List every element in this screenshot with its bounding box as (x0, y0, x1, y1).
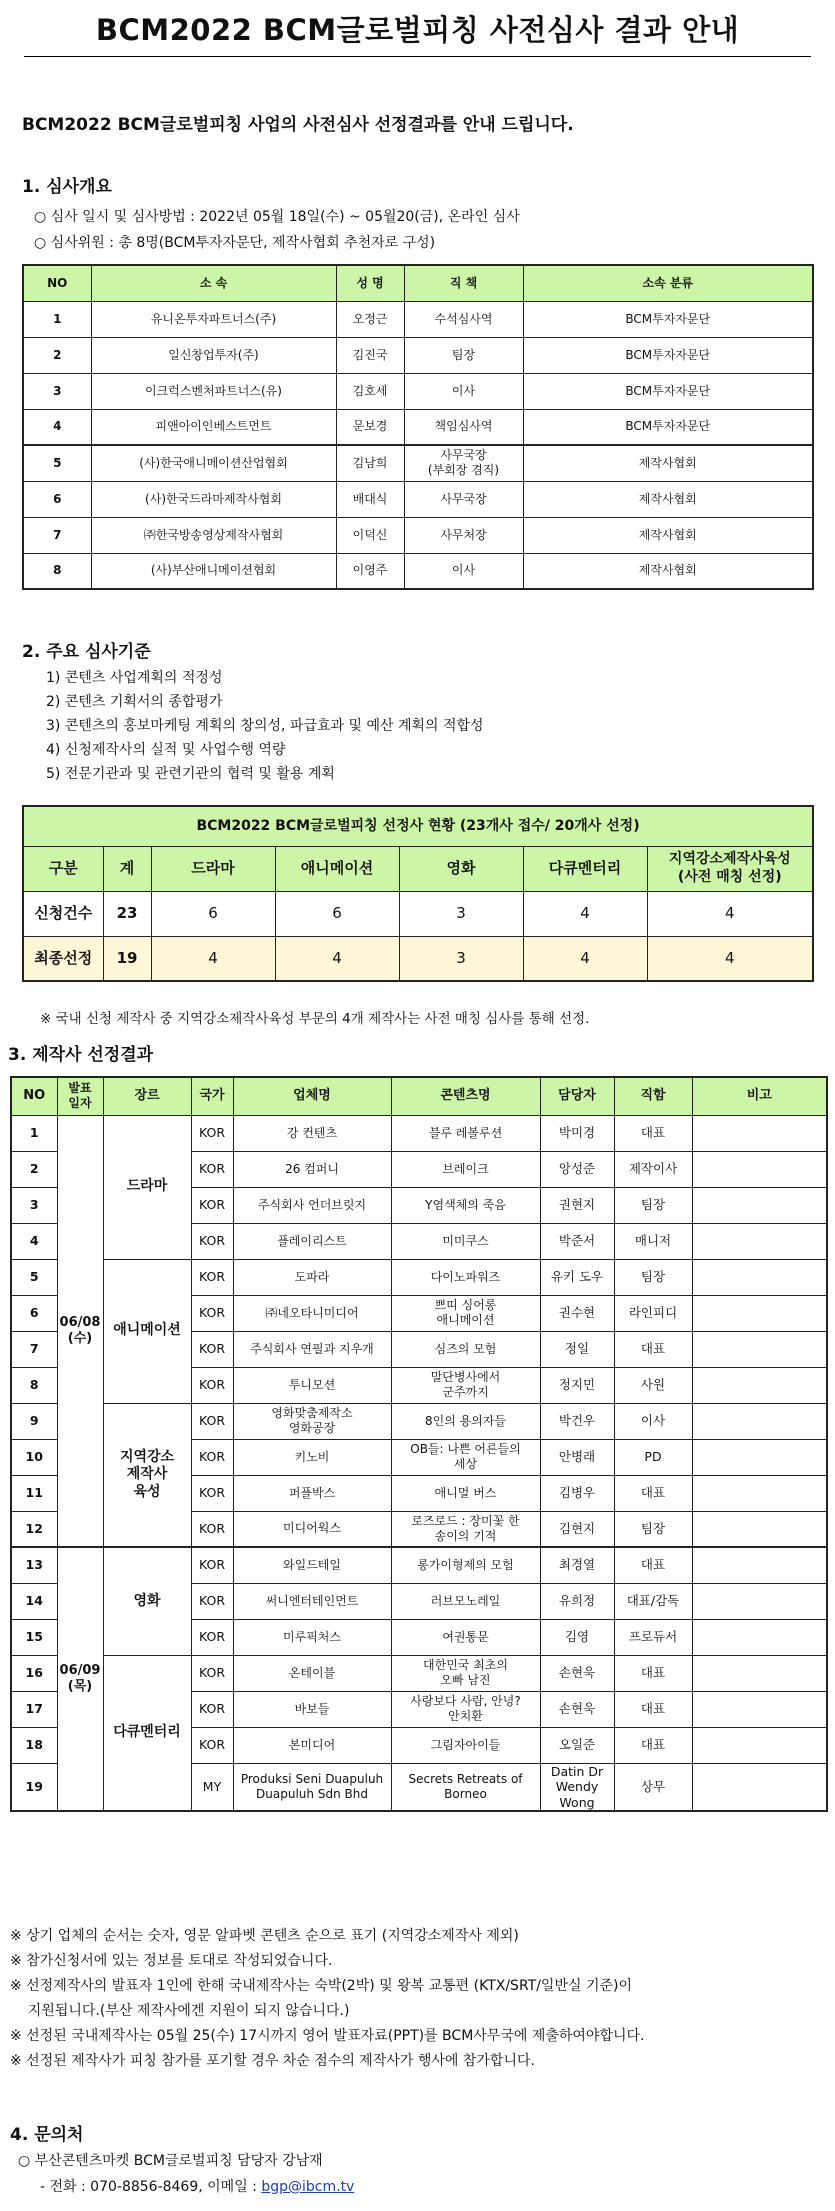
section3-heading: 3. 제작사 선정결과 (8, 1045, 154, 1065)
row-label: 최종선정 (23, 936, 103, 981)
result-contact: 앙성준 (540, 1151, 614, 1187)
result-country: KOR (191, 1655, 233, 1691)
result-title: 대표 (614, 1655, 692, 1691)
result-country: KOR (191, 1115, 233, 1151)
result-company: 와일드테일 (233, 1547, 391, 1583)
judge-no: 5 (23, 445, 91, 481)
result-country: KOR (191, 1367, 233, 1403)
judge-category: 제작사협회 (523, 445, 813, 481)
judge-row (23, 481, 813, 517)
result-company: 미루픽처스 (233, 1619, 391, 1655)
judge-row (23, 445, 813, 481)
judge-no: 1 (23, 301, 91, 337)
result-country: KOR (191, 1547, 233, 1583)
result-no: 19 (11, 1763, 57, 1811)
result-contact: 오일준 (540, 1727, 614, 1763)
total-cell: 23 (103, 891, 151, 936)
result-remark (692, 1727, 827, 1763)
judge-category: BCM투자자문단 (523, 337, 813, 373)
result-company: 바보들 (233, 1691, 391, 1727)
result-contact: 박준서 (540, 1223, 614, 1259)
header-cell: 비고 (692, 1077, 827, 1115)
judge-name: 이덕신 (336, 517, 404, 553)
judge-category: 제작사협회 (523, 553, 813, 589)
intro-text: BCM2022 BCM글로벌피칭 사업의 사전심사 선정결과를 안내 드립니다. (22, 115, 574, 135)
result-country: KOR (191, 1511, 233, 1547)
announce-date: 06/09 (목) (57, 1547, 103, 1811)
section1-heading: 1. 심사개요 (22, 177, 112, 197)
result-title: 대표 (614, 1547, 692, 1583)
total-cell: 19 (103, 936, 151, 981)
result-contact: 최경열 (540, 1547, 614, 1583)
judge-row (23, 517, 813, 553)
result-country: KOR (191, 1619, 233, 1655)
result-content: 미미쿠스 (391, 1223, 540, 1259)
result-title: 팀장 (614, 1259, 692, 1295)
result-content: 롱가이형제의 모험 (391, 1547, 540, 1583)
judge-no: 6 (23, 481, 91, 517)
judge-category: BCM투자자문단 (523, 373, 813, 409)
judge-affiliation: (사)한국애니메이션산업협회 (91, 445, 336, 481)
result-no: 12 (11, 1511, 57, 1547)
result-no: 14 (11, 1583, 57, 1619)
result-row (11, 1655, 827, 1691)
result-company: 영화맞춤제작소 영화공장 (233, 1403, 391, 1439)
judge-position: 사무국장 (부회장 겸직) (404, 445, 523, 481)
count-cell: 4 (151, 936, 275, 981)
judge-row (23, 409, 813, 445)
header-cell: 드라마 (151, 846, 275, 891)
result-company: ㈜네오타니미디어 (233, 1295, 391, 1331)
judge-position: 이사 (404, 373, 523, 409)
judge-no: 3 (23, 373, 91, 409)
result-company: 퍼플박스 (233, 1475, 391, 1511)
result-title: 대표 (614, 1691, 692, 1727)
result-company: 본미디어 (233, 1727, 391, 1763)
result-no: 9 (11, 1403, 57, 1439)
result-contact: Datin Dr Wendy Wong (540, 1763, 614, 1811)
result-title: 프로듀서 (614, 1619, 692, 1655)
result-company: 강 컨텐츠 (233, 1115, 391, 1151)
judge-category: BCM투자자문단 (523, 301, 813, 337)
judges-header-row (23, 265, 813, 301)
result-content: 로즈로드 : 장미꽃 한 송이의 기적 (391, 1511, 540, 1547)
result-country: KOR (191, 1403, 233, 1439)
row-label: 신청건수 (23, 891, 103, 936)
result-content: OB들: 나쁜 어른들의 세상 (391, 1439, 540, 1475)
result-row (11, 1115, 827, 1151)
count-cell: 4 (275, 936, 399, 981)
result-contact: 김영 (540, 1619, 614, 1655)
result-title: 팀장 (614, 1511, 692, 1547)
note-line: ※ 참가신청서에 있는 정보를 토대로 작성되었습니다. (10, 1953, 333, 1969)
result-country: KOR (191, 1331, 233, 1367)
criteria-item: 4) 신청제작사의 실적 및 사업수행 역량 (46, 742, 286, 758)
criteria-item: 1) 콘텐츠 사업계획의 적정성 (46, 670, 223, 686)
result-remark (692, 1691, 827, 1727)
result-title: 상무 (614, 1763, 692, 1811)
result-content: 다이노파워즈 (391, 1259, 540, 1295)
result-row (11, 1403, 827, 1439)
result-contact: 유희정 (540, 1583, 614, 1619)
result-remark (692, 1331, 827, 1367)
judge-name: 김남희 (336, 445, 404, 481)
result-title: 대표 (614, 1475, 692, 1511)
result-title: 대표/감독 (614, 1583, 692, 1619)
contact-details (40, 2176, 354, 2196)
result-content: 말단병사에서 군주까지 (391, 1367, 540, 1403)
header-cell: 성 명 (336, 265, 404, 301)
result-no: 11 (11, 1475, 57, 1511)
result-content: 사랑보다 사람, 안녕? 안치환 (391, 1691, 540, 1727)
result-country: KOR (191, 1727, 233, 1763)
result-content: 러브모노레일 (391, 1583, 540, 1619)
result-remark (692, 1403, 827, 1439)
result-no: 7 (11, 1331, 57, 1367)
judge-affiliation: (사)한국드라마제작사협회 (91, 481, 336, 517)
result-company: 써니엔터테인먼트 (233, 1583, 391, 1619)
result-contact: 권현지 (540, 1187, 614, 1223)
result-contact: 김현지 (540, 1511, 614, 1547)
judge-no: 7 (23, 517, 91, 553)
judge-category: 제작사협회 (523, 481, 813, 517)
count-cell: 6 (275, 891, 399, 936)
result-country: KOR (191, 1691, 233, 1727)
count-cell: 4 (647, 936, 813, 981)
result-contact: 김병우 (540, 1475, 614, 1511)
result-country: KOR (191, 1475, 233, 1511)
section4-heading: 4. 문의처 (10, 2125, 84, 2145)
result-contact: 손현욱 (540, 1691, 614, 1727)
genre-group: 지역강소 제작사 육성 (103, 1403, 191, 1547)
note-line: ※ 선정된 국내제작사는 05월 25(수) 17시까지 영어 발표자료(PPT)를 BCM사무국에 제출하여야합니다. (10, 2028, 645, 2044)
header-cell: 애니메이션 (275, 846, 399, 891)
count-cell: 3 (399, 891, 523, 936)
judge-name: 배대식 (336, 481, 404, 517)
result-no: 1 (11, 1115, 57, 1151)
result-content: 애니멀 버스 (391, 1475, 540, 1511)
note-line: ※ 선정제작사의 발표자 1인에 한해 국내제작사는 숙박(2박) 및 왕복 교통편 (KTX/SRT/일반실 기준)이 (10, 1978, 632, 1994)
result-no: 4 (11, 1223, 57, 1259)
contact-person: ○ 부산콘텐츠마켓 BCM글로벌피칭 담당자 강남재 (18, 2153, 323, 2169)
result-title: 대표 (614, 1115, 692, 1151)
header-cell: 장르 (103, 1077, 191, 1115)
result-no: 16 (11, 1655, 57, 1691)
header-cell: 발표 일자 (57, 1077, 103, 1115)
judge-affiliation: 피앤아이인베스트먼트 (91, 409, 336, 445)
count-cell: 4 (523, 936, 647, 981)
result-contact: 안병래 (540, 1439, 614, 1475)
header-cell: 소속 분류 (523, 265, 813, 301)
result-contact: 권수현 (540, 1295, 614, 1331)
header-cell: 담당자 (540, 1077, 614, 1115)
note-line: ※ 선정된 제작사가 피칭 참가를 포기할 경우 차순 점수의 제작사가 행사에 참가합니다. (10, 2053, 535, 2069)
result-no: 17 (11, 1691, 57, 1727)
result-title: 매니저 (614, 1223, 692, 1259)
header-cell: NO (11, 1077, 57, 1115)
header-cell: 소 속 (91, 265, 336, 301)
judge-no: 4 (23, 409, 91, 445)
result-content: 브레이크 (391, 1151, 540, 1187)
status-note: ※ 국내 신청 제작사 중 지역강소제작사육성 부문의 4개 제작사는 사전 매칭 심사를 통해 선정. (40, 1011, 590, 1027)
judge-row (23, 373, 813, 409)
result-remark (692, 1511, 827, 1547)
result-contact: 정지민 (540, 1367, 614, 1403)
genre-group: 드라마 (103, 1115, 191, 1259)
header-cell: NO (23, 265, 91, 301)
status-table-title: BCM2022 BCM글로벌피칭 선정사 현황 (23개사 접수/ 20개사 선정) (23, 806, 813, 846)
email-link[interactable]: bgp@ibcm.tv (261, 2179, 355, 2195)
result-remark (692, 1547, 827, 1583)
result-remark (692, 1187, 827, 1223)
result-company: 주식회사 연필과 지우개 (233, 1331, 391, 1367)
result-remark (692, 1583, 827, 1619)
result-company: 투니모션 (233, 1367, 391, 1403)
result-remark (692, 1763, 827, 1811)
result-content: 8인의 용의자들 (391, 1403, 540, 1439)
result-country: KOR (191, 1187, 233, 1223)
result-contact: 유키 도우 (540, 1259, 614, 1295)
result-no: 8 (11, 1367, 57, 1403)
result-company: 주식회사 언더브릿지 (233, 1187, 391, 1223)
judge-no: 8 (23, 553, 91, 589)
result-contact: 손현욱 (540, 1655, 614, 1691)
result-content: 쁘띠 싱어롱 애니메이션 (391, 1295, 540, 1331)
title-divider (24, 56, 811, 57)
result-no: 13 (11, 1547, 57, 1583)
header-cell: 직 책 (404, 265, 523, 301)
selection-results-table (10, 1076, 828, 1812)
result-title: 라인피디 (614, 1295, 692, 1331)
judge-affiliation: (사)부산애니메이션협회 (91, 553, 336, 589)
result-company: 26 컴퍼니 (233, 1151, 391, 1187)
result-remark (692, 1223, 827, 1259)
result-title: 팀장 (614, 1187, 692, 1223)
result-company: 키노비 (233, 1439, 391, 1475)
result-title: 제작이사 (614, 1151, 692, 1187)
result-remark (692, 1115, 827, 1151)
result-remark (692, 1259, 827, 1295)
announce-date: 06/08 (수) (57, 1115, 103, 1547)
result-title: PD (614, 1439, 692, 1475)
count-cell: 3 (399, 936, 523, 981)
criteria-item: 3) 콘텐츠의 홍보마케팅 계획의 창의성, 파급효과 및 예산 계획의 적합성 (46, 718, 484, 734)
judge-affiliation: ㈜한국방송영상제작사협회 (91, 517, 336, 553)
result-content: 대한민국 최초의 오빠 남진 (391, 1655, 540, 1691)
result-no: 18 (11, 1727, 57, 1763)
result-country: KOR (191, 1295, 233, 1331)
judge-row (23, 301, 813, 337)
judge-affiliation: 일신창업투자(주) (91, 337, 336, 373)
result-title: 대표 (614, 1331, 692, 1367)
result-country: KOR (191, 1151, 233, 1187)
result-content: 여권통문 (391, 1619, 540, 1655)
judge-position: 수석심사역 (404, 301, 523, 337)
judge-position: 책임심사역 (404, 409, 523, 445)
result-content: Secrets Retreats of Borneo (391, 1763, 540, 1811)
result-country: MY (191, 1763, 233, 1811)
result-title: 대표 (614, 1727, 692, 1763)
result-remark (692, 1439, 827, 1475)
header-cell: 콘텐츠명 (391, 1077, 540, 1115)
result-no: 10 (11, 1439, 57, 1475)
result-company: 플레이리스트 (233, 1223, 391, 1259)
criteria-item: 5) 전문기관과 및 관련기관의 협력 및 활용 계획 (46, 766, 335, 782)
judge-name: 김호세 (336, 373, 404, 409)
judge-position: 이사 (404, 553, 523, 589)
result-country: KOR (191, 1583, 233, 1619)
result-company: Produksi Seni Duapuluh Duapuluh Sdn Bhd (233, 1763, 391, 1811)
review-schedule: ○ 심사 일시 및 심사방법 : 2022년 05월 18일(수) ~ 05월20(금), 온라인 심사 (34, 209, 520, 225)
note-line: 지원됩니다.(부산 제작사에겐 지원이 되지 않습니다.) (10, 2003, 350, 2019)
judge-position: 사무국장 (404, 481, 523, 517)
results-notes (10, 1924, 830, 2074)
judge-row (23, 337, 813, 373)
result-title: 사원 (614, 1367, 692, 1403)
result-no: 6 (11, 1295, 57, 1331)
applications-row (23, 891, 813, 936)
judge-position: 사무처장 (404, 517, 523, 553)
result-no: 5 (11, 1259, 57, 1295)
judge-affiliation: 유니온투자파트너스(주) (91, 301, 336, 337)
judge-row (23, 553, 813, 589)
judge-name: 문보경 (336, 409, 404, 445)
result-remark (692, 1619, 827, 1655)
header-cell: 구분 (23, 846, 103, 891)
result-content: 심즈의 모험 (391, 1331, 540, 1367)
count-cell: 4 (647, 891, 813, 936)
genre-group: 영화 (103, 1547, 191, 1655)
result-remark (692, 1367, 827, 1403)
review-committee: ○ 심사위원 : 총 8명(BCM투자자문단, 제작사협회 추천자로 구성) (34, 235, 436, 251)
judge-name: 오정근 (336, 301, 404, 337)
genre-group: 애니메이션 (103, 1259, 191, 1403)
result-no: 2 (11, 1151, 57, 1187)
judge-category: BCM투자자문단 (523, 409, 813, 445)
result-contact: 박미경 (540, 1115, 614, 1151)
result-no: 3 (11, 1187, 57, 1223)
header-cell: 국가 (191, 1077, 233, 1115)
judge-position: 팀장 (404, 337, 523, 373)
result-content: 그림자아이들 (391, 1727, 540, 1763)
status-header-row (23, 846, 813, 891)
result-company: 도파라 (233, 1259, 391, 1295)
criteria-item: 2) 콘텐츠 기획서의 종합평가 (46, 694, 223, 710)
count-cell: 4 (523, 891, 647, 936)
result-remark (692, 1655, 827, 1691)
result-country: KOR (191, 1223, 233, 1259)
header-cell: 다큐멘터리 (523, 846, 647, 891)
results-header-row (11, 1077, 827, 1115)
header-cell: 직함 (614, 1077, 692, 1115)
header-cell: 업체명 (233, 1077, 391, 1115)
result-remark (692, 1151, 827, 1187)
header-cell: 계 (103, 846, 151, 891)
result-no: 15 (11, 1619, 57, 1655)
judge-name: 김진국 (336, 337, 404, 373)
result-company: 미디어웍스 (233, 1511, 391, 1547)
header-cell: 지역강소제작사육성 (사전 매칭 선정) (647, 846, 813, 891)
result-row (11, 1547, 827, 1583)
result-content: 블루 레볼루션 (391, 1115, 540, 1151)
count-cell: 6 (151, 891, 275, 936)
judge-affiliation: 이크럭스벤처파트너스(유) (91, 373, 336, 409)
genre-group: 다큐멘터리 (103, 1655, 191, 1811)
judges-table (22, 264, 814, 590)
result-contact: 박건우 (540, 1403, 614, 1439)
result-row (11, 1259, 827, 1295)
header-cell: 영화 (399, 846, 523, 891)
result-contact: 정일 (540, 1331, 614, 1367)
section2-heading: 2. 주요 심사기준 (22, 642, 151, 662)
result-country: KOR (191, 1259, 233, 1295)
result-content: Y염색체의 죽음 (391, 1187, 540, 1223)
result-company: 온테이블 (233, 1655, 391, 1691)
result-title: 이사 (614, 1403, 692, 1439)
selection-status-table (22, 805, 814, 982)
page-title: BCM2022 BCM글로벌피칭 사전심사 결과 안내 (95, 13, 740, 47)
judge-name: 이영주 (336, 553, 404, 589)
judge-category: 제작사협회 (523, 517, 813, 553)
contact-phone: - 전화 : 070-8856-8469, 이메일 : (40, 2179, 262, 2195)
result-country: KOR (191, 1439, 233, 1475)
judge-no: 2 (23, 337, 91, 373)
result-remark (692, 1475, 827, 1511)
final-selection-row (23, 936, 813, 981)
result-remark (692, 1295, 827, 1331)
note-line: ※ 상기 업체의 순서는 숫자, 영문 알파벳 콘텐츠 순으로 표기 (지역강소제작사 제외) (10, 1928, 519, 1944)
